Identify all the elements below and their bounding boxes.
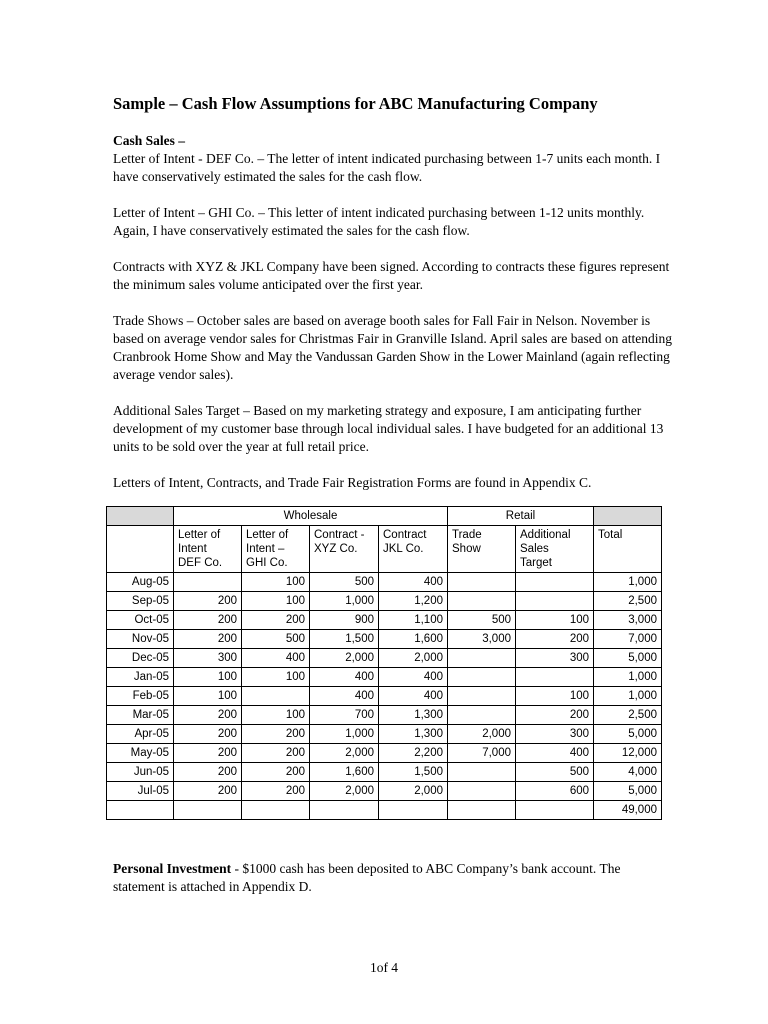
column-header xyxy=(379,526,448,573)
table-row xyxy=(107,592,662,611)
wholesale-header: Wholesale xyxy=(174,507,448,526)
personal-investment-label: Personal Investment xyxy=(113,861,232,876)
table-cell: 4,000 xyxy=(594,763,662,782)
table-cell xyxy=(242,687,310,706)
month-cell: Mar-05 xyxy=(107,706,174,725)
table-cell: 1,600 xyxy=(379,630,448,649)
table-cell: 200 xyxy=(174,744,242,763)
table-cell: 2,000 xyxy=(448,725,516,744)
column-header-line: JKL Co. xyxy=(383,543,424,555)
column-header-line: XYZ Co. xyxy=(314,543,358,555)
table-cell: 1,000 xyxy=(594,573,662,592)
table-cell: 200 xyxy=(174,725,242,744)
month-cell: Jul-05 xyxy=(107,782,174,801)
table-cell: 400 xyxy=(379,573,448,592)
table-cell: 300 xyxy=(516,725,594,744)
table-cell: 500 xyxy=(242,630,310,649)
cash-sales-heading: Cash Sales – xyxy=(113,133,186,148)
table-cell xyxy=(448,592,516,611)
table-cell: 100 xyxy=(242,706,310,725)
page-number: 1of 4 xyxy=(369,960,399,975)
table-cell: 5,000 xyxy=(594,649,662,668)
table-cell: 100 xyxy=(242,668,310,687)
table-cell: 1,000 xyxy=(594,668,662,687)
grand-total-row xyxy=(107,801,662,820)
column-header-line: Show xyxy=(452,543,481,555)
column-header xyxy=(310,526,379,573)
table-cell xyxy=(448,706,516,725)
table-cell: 300 xyxy=(516,649,594,668)
sales-table-body xyxy=(107,573,662,801)
table-cell: 100 xyxy=(174,668,242,687)
table-cell: 200 xyxy=(242,744,310,763)
table-cell: 1,200 xyxy=(379,592,448,611)
table-cell: 1,300 xyxy=(379,725,448,744)
table-cell: 1,600 xyxy=(310,763,379,782)
table-cell: 1,500 xyxy=(310,630,379,649)
table-cell: 500 xyxy=(516,763,594,782)
table-cell xyxy=(448,687,516,706)
personal-investment-paragraph xyxy=(113,860,673,896)
table-cell: 100 xyxy=(516,611,594,630)
table-cell: 300 xyxy=(174,649,242,668)
group-header-row xyxy=(107,507,662,526)
table-row xyxy=(107,611,662,630)
table-cell: 3,000 xyxy=(448,630,516,649)
table-row xyxy=(107,687,662,706)
table-cell: 700 xyxy=(310,706,379,725)
table-cell xyxy=(516,801,594,820)
table-cell: 500 xyxy=(310,573,379,592)
table-cell xyxy=(448,801,516,820)
table-cell: 500 xyxy=(448,611,516,630)
document-title: Sample – Cash Flow Assumptions for ABC Manufacturing Company xyxy=(113,94,598,113)
table-cell: 2,000 xyxy=(379,649,448,668)
month-cell: Feb-05 xyxy=(107,687,174,706)
table-cell: 100 xyxy=(242,592,310,611)
table-cell: 600 xyxy=(516,782,594,801)
column-header xyxy=(242,526,310,573)
table-cell: 2,500 xyxy=(594,706,662,725)
month-cell: Sep-05 xyxy=(107,592,174,611)
table-cell: 200 xyxy=(174,630,242,649)
month-cell: Nov-05 xyxy=(107,630,174,649)
header-total-corner-cell xyxy=(594,507,662,526)
table-cell: 400 xyxy=(242,649,310,668)
table-cell: 400 xyxy=(310,687,379,706)
table-cell: 1,000 xyxy=(310,592,379,611)
table-cell xyxy=(174,801,242,820)
table-cell: 200 xyxy=(174,592,242,611)
month-cell: Apr-05 xyxy=(107,725,174,744)
table-row xyxy=(107,706,662,725)
table-cell xyxy=(448,668,516,687)
table-cell: 1,100 xyxy=(379,611,448,630)
table-cell: 100 xyxy=(516,687,594,706)
table-row xyxy=(107,630,662,649)
month-cell: May-05 xyxy=(107,744,174,763)
table-cell: 200 xyxy=(174,706,242,725)
month-cell: Oct-05 xyxy=(107,611,174,630)
grand-total-cell: 49,000 xyxy=(594,801,662,820)
table-cell: 200 xyxy=(516,630,594,649)
table-row xyxy=(107,782,662,801)
table-cell xyxy=(516,668,594,687)
table-row xyxy=(107,668,662,687)
retail-header: Retail xyxy=(448,507,594,526)
table-cell: 2,000 xyxy=(310,649,379,668)
column-header xyxy=(174,526,242,573)
table-cell xyxy=(310,801,379,820)
table-cell: 400 xyxy=(379,668,448,687)
contracts-paragraph: Contracts with XYZ & JKL Company have been signed. According to contracts these figures represent the minimum sales volume anticipated over the first year. xyxy=(113,259,670,292)
column-header-line: DEF Co. xyxy=(178,557,223,569)
table-cell xyxy=(242,801,310,820)
month-cell: Jun-05 xyxy=(107,763,174,782)
column-header-line: Total xyxy=(598,529,623,541)
table-cell xyxy=(379,801,448,820)
personal-investment-text: - $1000 cash has been deposited to ABC Company’s bank account. The statement is attached in Appendix D. xyxy=(113,861,621,894)
table-cell: 2,000 xyxy=(310,782,379,801)
column-header xyxy=(516,526,594,573)
column-header-line: Intent – xyxy=(246,543,285,555)
table-row xyxy=(107,725,662,744)
table-cell: 7,000 xyxy=(594,630,662,649)
column-header-line: Target xyxy=(520,557,552,569)
table-cell: 100 xyxy=(174,687,242,706)
table-cell: 200 xyxy=(174,611,242,630)
table-cell xyxy=(516,573,594,592)
def-intent-paragraph: Letter of Intent - DEF Co. – The letter of intent indicated purchasing between 1-7 units each month. I have conservatively estimated the sales for the cash flow. xyxy=(113,151,661,184)
table-cell xyxy=(448,782,516,801)
table-cell: 1,500 xyxy=(379,763,448,782)
table-cell: 200 xyxy=(242,782,310,801)
table-cell: 1,000 xyxy=(310,725,379,744)
column-header xyxy=(448,526,516,573)
table-cell: 200 xyxy=(174,782,242,801)
table-cell xyxy=(516,592,594,611)
table-cell: 2,500 xyxy=(594,592,662,611)
table-cell: 2,200 xyxy=(379,744,448,763)
table-row xyxy=(107,763,662,782)
column-header xyxy=(594,526,662,573)
sales-forecast-table xyxy=(106,506,662,820)
table-cell: 400 xyxy=(310,668,379,687)
table-cell xyxy=(174,573,242,592)
column-header-line: Additional xyxy=(520,529,571,541)
table-cell xyxy=(448,573,516,592)
appendix-c-paragraph: Letters of Intent, Contracts, and Trade Fair Registration Forms are found in Appendix C. xyxy=(113,475,592,490)
ghi-intent-paragraph: Letter of Intent – GHI Co. – This letter of intent indicated purchasing between 1-12 units monthly. Again, I have conservatively estimated the sales for the cash flow. xyxy=(113,205,645,238)
table-cell: 400 xyxy=(516,744,594,763)
table-cell: 5,000 xyxy=(594,782,662,801)
table-cell: 5,000 xyxy=(594,725,662,744)
table-cell: 200 xyxy=(242,611,310,630)
table-cell: 900 xyxy=(310,611,379,630)
header-corner-cell xyxy=(107,507,174,526)
table-cell: 1,000 xyxy=(594,687,662,706)
column-header-line: Sales xyxy=(520,543,549,555)
document-page xyxy=(113,94,673,510)
month-cell: Aug-05 xyxy=(107,573,174,592)
column-header-line: Letter of xyxy=(178,529,221,541)
table-cell: 200 xyxy=(174,763,242,782)
additional-sales-paragraph: Additional Sales Target – Based on my marketing strategy and exposure, I am anticipating further development of my customer base through local individual sales. I have budgeted for an additional 13 units to be sold over the year at full retail price. xyxy=(113,403,664,454)
column-header-line: Trade xyxy=(452,529,482,541)
table-cell: 12,000 xyxy=(594,744,662,763)
table-cell: 200 xyxy=(242,725,310,744)
table-cell xyxy=(448,649,516,668)
table-cell xyxy=(107,801,174,820)
table-cell: 200 xyxy=(242,763,310,782)
column-header-row xyxy=(107,526,662,573)
table-row xyxy=(107,744,662,763)
table-cell xyxy=(448,763,516,782)
cash-sales-section xyxy=(113,132,673,492)
column-header-line: Contract xyxy=(383,529,427,541)
table-cell: 100 xyxy=(242,573,310,592)
table-row xyxy=(107,649,662,668)
table-cell: 400 xyxy=(379,687,448,706)
table-cell: 2,000 xyxy=(310,744,379,763)
table-cell: 7,000 xyxy=(448,744,516,763)
trade-shows-paragraph: Trade Shows – October sales are based on average booth sales for Fall Fair in Nelson. November is based on average vendor sales for Christmas Fair in Granville Island. April sales are based on attending Cranbrook Home Show and May the Vandussan Garden Show in the Lower Mainland (again reflecting average vendor sales). xyxy=(113,313,672,382)
column-header-line: GHI Co. xyxy=(246,557,288,569)
table-cell: 1,300 xyxy=(379,706,448,725)
month-cell: Jan-05 xyxy=(107,668,174,687)
column-header-blank xyxy=(107,526,174,573)
month-cell: Dec-05 xyxy=(107,649,174,668)
column-header-line: Letter of xyxy=(246,529,289,541)
column-header-line: Intent xyxy=(178,543,207,555)
table-cell: 200 xyxy=(516,706,594,725)
column-header-line: Contract - xyxy=(314,529,365,541)
table-row xyxy=(107,573,662,592)
table-cell: 3,000 xyxy=(594,611,662,630)
table-cell: 2,000 xyxy=(379,782,448,801)
